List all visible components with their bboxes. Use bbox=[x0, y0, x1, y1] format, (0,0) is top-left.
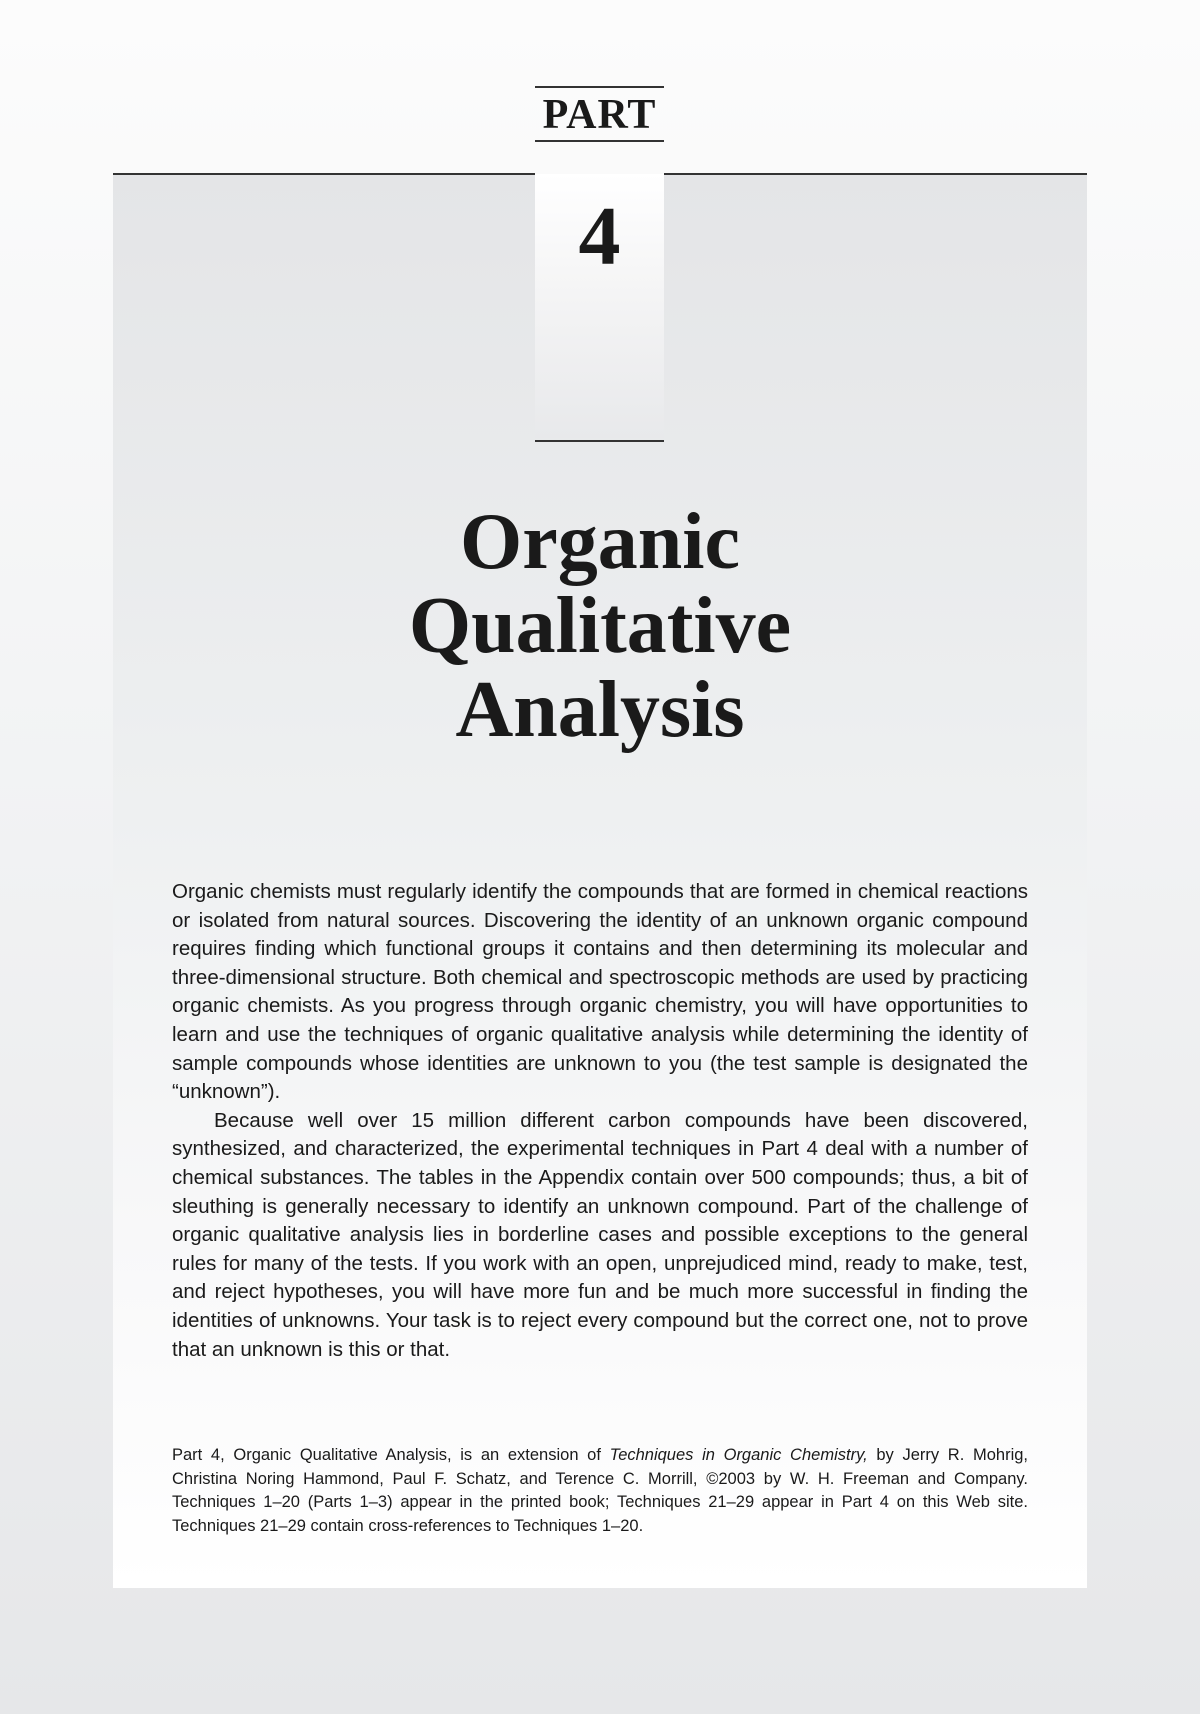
footnote-book-title: Techniques in Organic Chemistry, bbox=[609, 1446, 868, 1464]
part-label: PART bbox=[542, 92, 657, 138]
title-line-1: Organic bbox=[460, 498, 740, 586]
paragraph-1: Organic chemists must regularly identify the compounds that are formed in chemical reactions or isolated from natural sources. Discovering the identity of an unknown organic compound requires finding which functional groups it contains and then determining its molecular and three-dimensional structure. Both chemical and spectroscopic methods are used by practicing organic chemists. As you progress through organic chemistry, you will have opportunities to learn and use the techniques of organic qualitative analysis while determining the identity of sample compounds whose identities are unknown to you (the test sample is designated the “unknown”). bbox=[172, 880, 1028, 1104]
part-tab-bottom-rule bbox=[535, 440, 664, 442]
part-label-bottom-rule bbox=[535, 140, 664, 142]
header-rule-right bbox=[664, 173, 1087, 175]
part-number: 4 bbox=[578, 190, 621, 283]
header-rule-left bbox=[113, 173, 535, 175]
part-label-top-rule bbox=[535, 86, 664, 88]
paragraph-2: Because well over 15 million different carbon compounds have been discovered, synthesized, and characterized, the experimental techniques in Part 4 deal with a number of chemical substances. The tables in the Appendix contain over 500 compounds; thus, a bit of sleuthing is generally necessary to identify an unknown compound. Part of the challenge of organic qualitative analysis lies in borderline cases and possible exceptions to the general rules for many of the tests. If you work with an open, unprejudiced mind, ready to make, test, and reject hypotheses, you will have more fun and be much more successful in finding the identities of unknowns. Your task is to reject every compound but the correct one, not to prove that an unknown is this or that. bbox=[172, 1108, 1028, 1361]
footnote-before-italic: Part 4, Organic Qualitative Analysis, is an extension of bbox=[172, 1446, 610, 1464]
footnote-text bbox=[172, 1444, 1028, 1538]
body-text bbox=[172, 878, 1028, 1364]
title-line-2: Qualitative bbox=[408, 582, 792, 670]
footnote bbox=[172, 1444, 1028, 1538]
footnote-after-italic: by Jerry R. Mohrig, Christina Noring Hammond, Paul F. Schatz, and Terence C. Morrill, ©2003 by W. H. Freeman and Company. Techniques 1–20 (Parts 1–3) appear in the printed book; Techniques 21–29 appear in Part 4 on this Web site. Techniques 21–29 contain cross-references to Techniques 1–20. bbox=[172, 1446, 1029, 1535]
title-line-3: Analysis bbox=[455, 666, 745, 754]
page-title bbox=[113, 500, 1087, 752]
